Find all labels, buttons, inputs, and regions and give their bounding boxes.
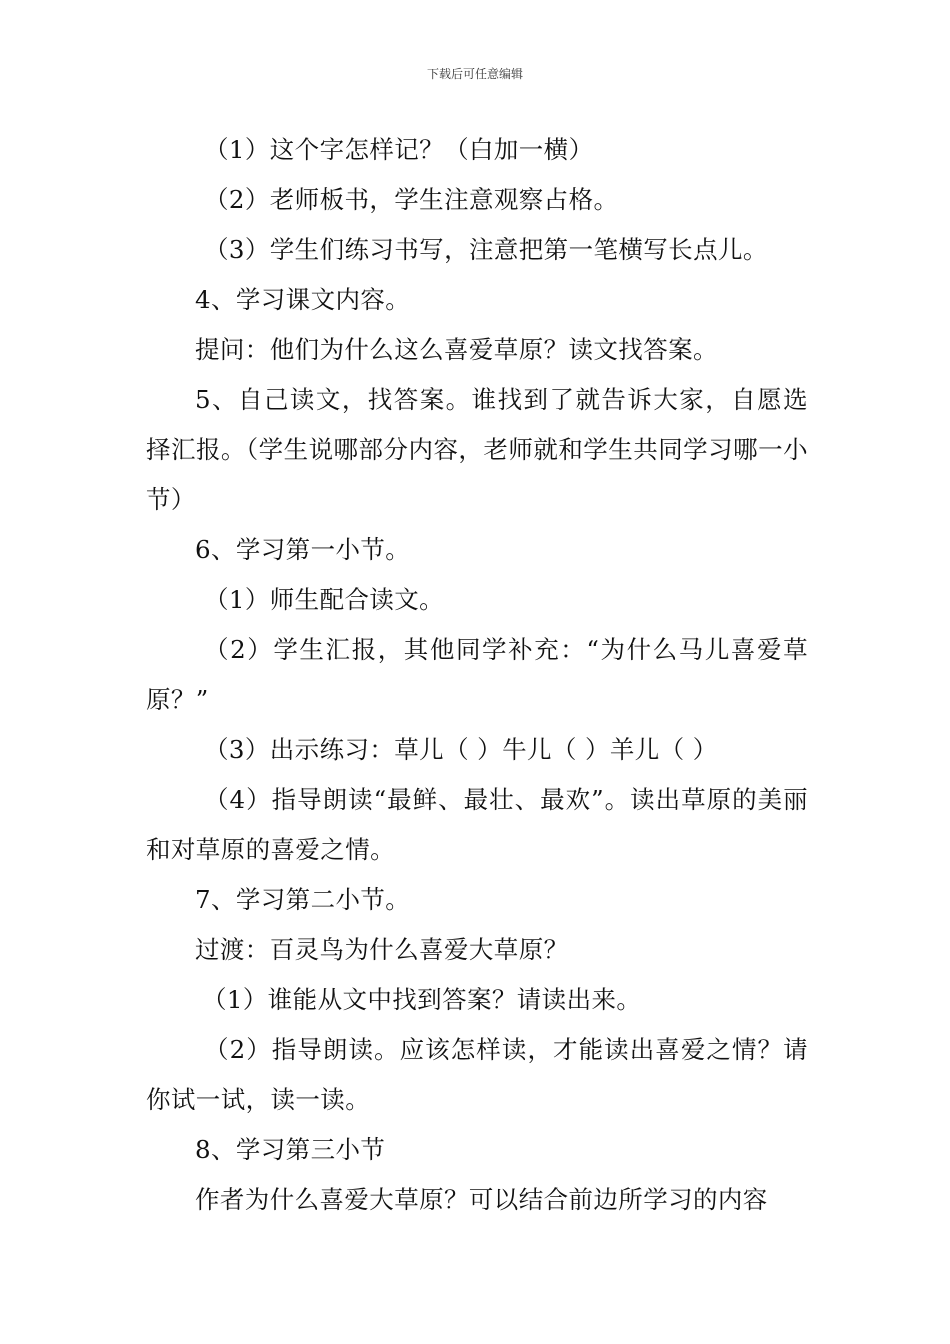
step-6-sub-4: （4）指导朗读“最鲜、最壮、最欢”。读出草原的美丽和对草原的喜爱之情。 (146, 785, 808, 864)
step-8-question: 作者为什么喜爱大草原？可以结合前边所学习的内容 (195, 1185, 768, 1214)
step-5-paragraph: 5、自己读文，找答案。谁找到了就告诉大家，自愿选择汇报。（学生说哪部分内容，老师就和学生共同学习哪一小节） (146, 385, 808, 514)
document-body (146, 125, 808, 1225)
step-6-sub-1: （1）师生配合读文。 (204, 585, 445, 614)
page-header: 下载后可任意编辑 (426, 67, 523, 81)
step-3-sub-2: （2）老师板书，学生注意观察占格。 (204, 185, 619, 214)
step-3-sub-1: （1）这个字怎样记？（白加一横） (204, 135, 594, 164)
step-7-sub-1: （1）谁能从文中找到答案？请读出来。 (202, 985, 642, 1014)
step-4-question: 提问：他们为什么这么喜爱草原？读文找答案。 (195, 335, 718, 364)
step-6-sub-2: （2）学生汇报，其他同学补充：“为什么马儿喜爱草原？” (146, 635, 808, 714)
step-4-heading: 4、学习课文内容。 (195, 285, 411, 314)
step-6-sub-3: （3）出示练习：草儿（ ）牛儿（ ）羊儿（ ） (204, 735, 718, 764)
step-7-sub-2: （2）指导朗读。应该怎样读，才能读出喜爱之情？请你试一试，读一读。 (146, 1035, 808, 1114)
step-3-sub-3: （3）学生们练习书写，注意把第一笔横写长点儿。 (204, 235, 768, 264)
step-6-heading: 6、学习第一小节。 (195, 535, 411, 564)
step-8-heading: 8、学习第三小节 (195, 1135, 386, 1164)
step-7-transition: 过渡：百灵鸟为什么喜爱大草原？ (195, 935, 569, 964)
step-7-heading: 7、学习第二小节。 (195, 885, 411, 914)
